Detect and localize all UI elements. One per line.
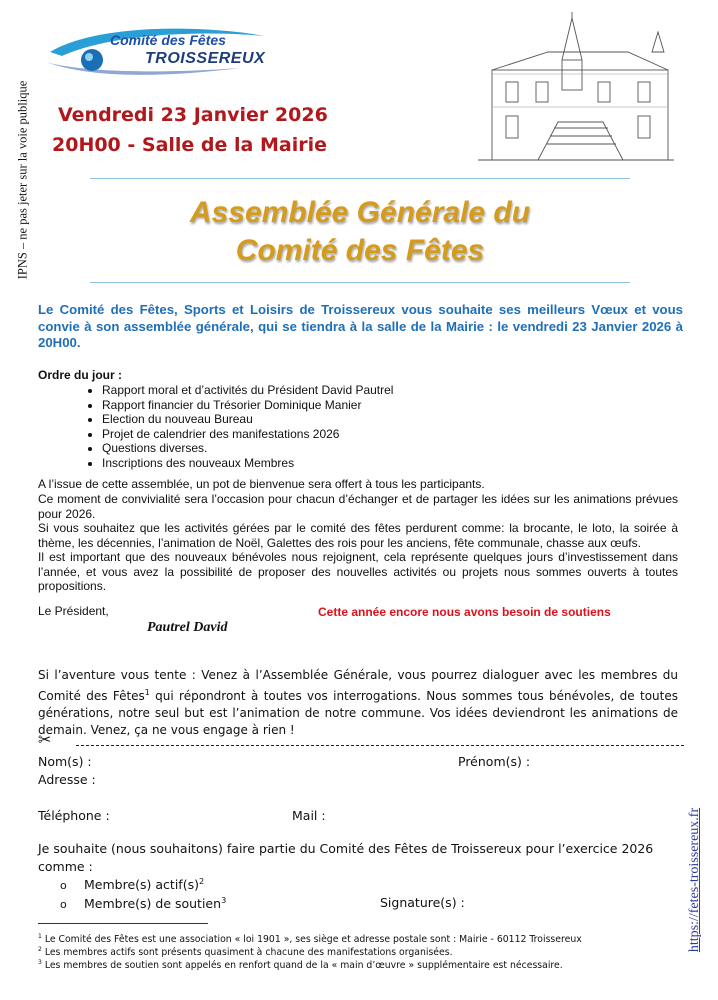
list-item: • Election du nouveau Bureau	[102, 412, 393, 427]
title-line2: Comité des Fêtes	[235, 234, 485, 267]
footnote-divider	[38, 923, 208, 924]
list-item: • Rapport financier du Trésorier Dominique Manier	[102, 398, 393, 413]
footnote-ref: 1	[144, 688, 150, 697]
membership-wish: Je souhaite (nous souhaitons) faire partie du Comité des Fêtes de Troissereux pour l’exercice 2026 comme :	[38, 841, 654, 874]
support-note: Cette année encore nous avons besoin de soutiens	[318, 605, 611, 619]
telephone-field[interactable]: Téléphone :	[38, 808, 110, 823]
option-active-member[interactable]: o Membre(s) $actif(s)^2$	[60, 876, 205, 893]
logo-line2: TROISSEREUX	[145, 50, 266, 67]
nom-field[interactable]: Nom(s) :	[38, 754, 92, 769]
scissors-icon: ✂	[38, 732, 52, 749]
president-label: Le Président,	[38, 604, 109, 618]
title-line1: Assemblée Générale du	[189, 196, 531, 229]
mail-field[interactable]: Mail :	[292, 808, 326, 823]
prenom-field[interactable]: Prénom(s) :	[458, 754, 531, 769]
list-item: • Questions diverses.	[102, 441, 393, 456]
list-item: • Projet de calendrier des manifestations 2026	[102, 427, 393, 442]
signature-field[interactable]: Signature(s) :	[380, 895, 465, 910]
town-hall-sketch-icon	[478, 12, 674, 162]
divider-top	[90, 178, 630, 179]
website-link[interactable]: https://fetes-troissereux.fr	[687, 807, 702, 953]
agenda-heading: Ordre du jour :	[38, 368, 122, 382]
footnote-1: $^1$ Le Comité des Fêtes est une association « loi 1901 », ses siège et adresse postale sont : Mairie - 60112 Troissereux	[38, 933, 582, 946]
adresse-field[interactable]: Adresse :	[38, 772, 96, 787]
footnote-3: $^3$ Les membres de soutien sont appelés en renfort quand de la « main d’œuvre » supplémentaire est nécessaire.	[38, 959, 563, 972]
side-note: IPNS – ne pas jeter sur la voie publique	[15, 80, 30, 280]
agenda-list	[38, 383, 393, 471]
body-paragraph: Ce moment de convivialité sera l’occasion pour chacun d’échanger et de partager les idées sur les animations prévues pour 2026.	[38, 492, 678, 521]
join-text: Si l’aventure vous tente : Venez à l’Assemblée Générale, vous pourrez dialoguer avec les membres du Comité des Fêtes$^1$ qui répondront à toutes vos interrogations. Nous sommes tous bénévoles, de toutes générations, notre seul but est l’animation de notre commune. Vos idées deviendront les animations de demain. Venez, ça ne vous engage à rien !	[38, 668, 679, 737]
list-item: • Rapport moral et d’activités du Président David Pautrel	[102, 383, 393, 398]
body-paragraph: Il est important que des nouveaux bénévoles nous rejoignent, cela représente quelques jours d’investissement dans l’année, et vous avez la possibilité de proposer des nouvelles activités ou projets nous sommes ouverts à toutes propositions.	[38, 550, 678, 593]
event-date: Vendredi 23 Janvier 2026	[58, 104, 328, 126]
option-support-member[interactable]: o Membre(s) de soutien$^3$	[60, 895, 227, 912]
event-time-place: 20H00 - Salle de la Mairie	[52, 134, 327, 156]
body-paragraph: A l’issue de cette assemblée, un pot de bienvenue sera offert à tous les participants.	[38, 477, 485, 491]
divider-bottom	[90, 282, 630, 283]
intro-text: Le Comité des Fêtes, Sports et Loisirs de Troissereux vous souhaite ses meilleurs Vœux et vous convie à son assemblée générale, qui se tiendra à la salle de la Mairie : le vendredi 23 Janvier 2026 à 20H00.	[38, 302, 683, 350]
logo	[40, 22, 280, 82]
logo-line1: Comité des Fêtes	[110, 32, 226, 48]
list-item: • Inscriptions des nouveaux Membres	[102, 456, 393, 471]
president-signature: Pautrel David	[147, 620, 228, 635]
body-paragraph: Si vous souhaitez que les activités gérées par le comité des fêtes perdurent comme: la brocante, le loto, la soirée à thème, les décennies, l’animation de Noël, Galettes des rois pour les anciens, fête communale, chasse aux œufs.	[38, 521, 678, 550]
cut-line	[76, 745, 684, 746]
footnote-2: $^2$ Les membres actifs sont présents quasiment à chacune des manifestations organisées.	[38, 946, 453, 959]
